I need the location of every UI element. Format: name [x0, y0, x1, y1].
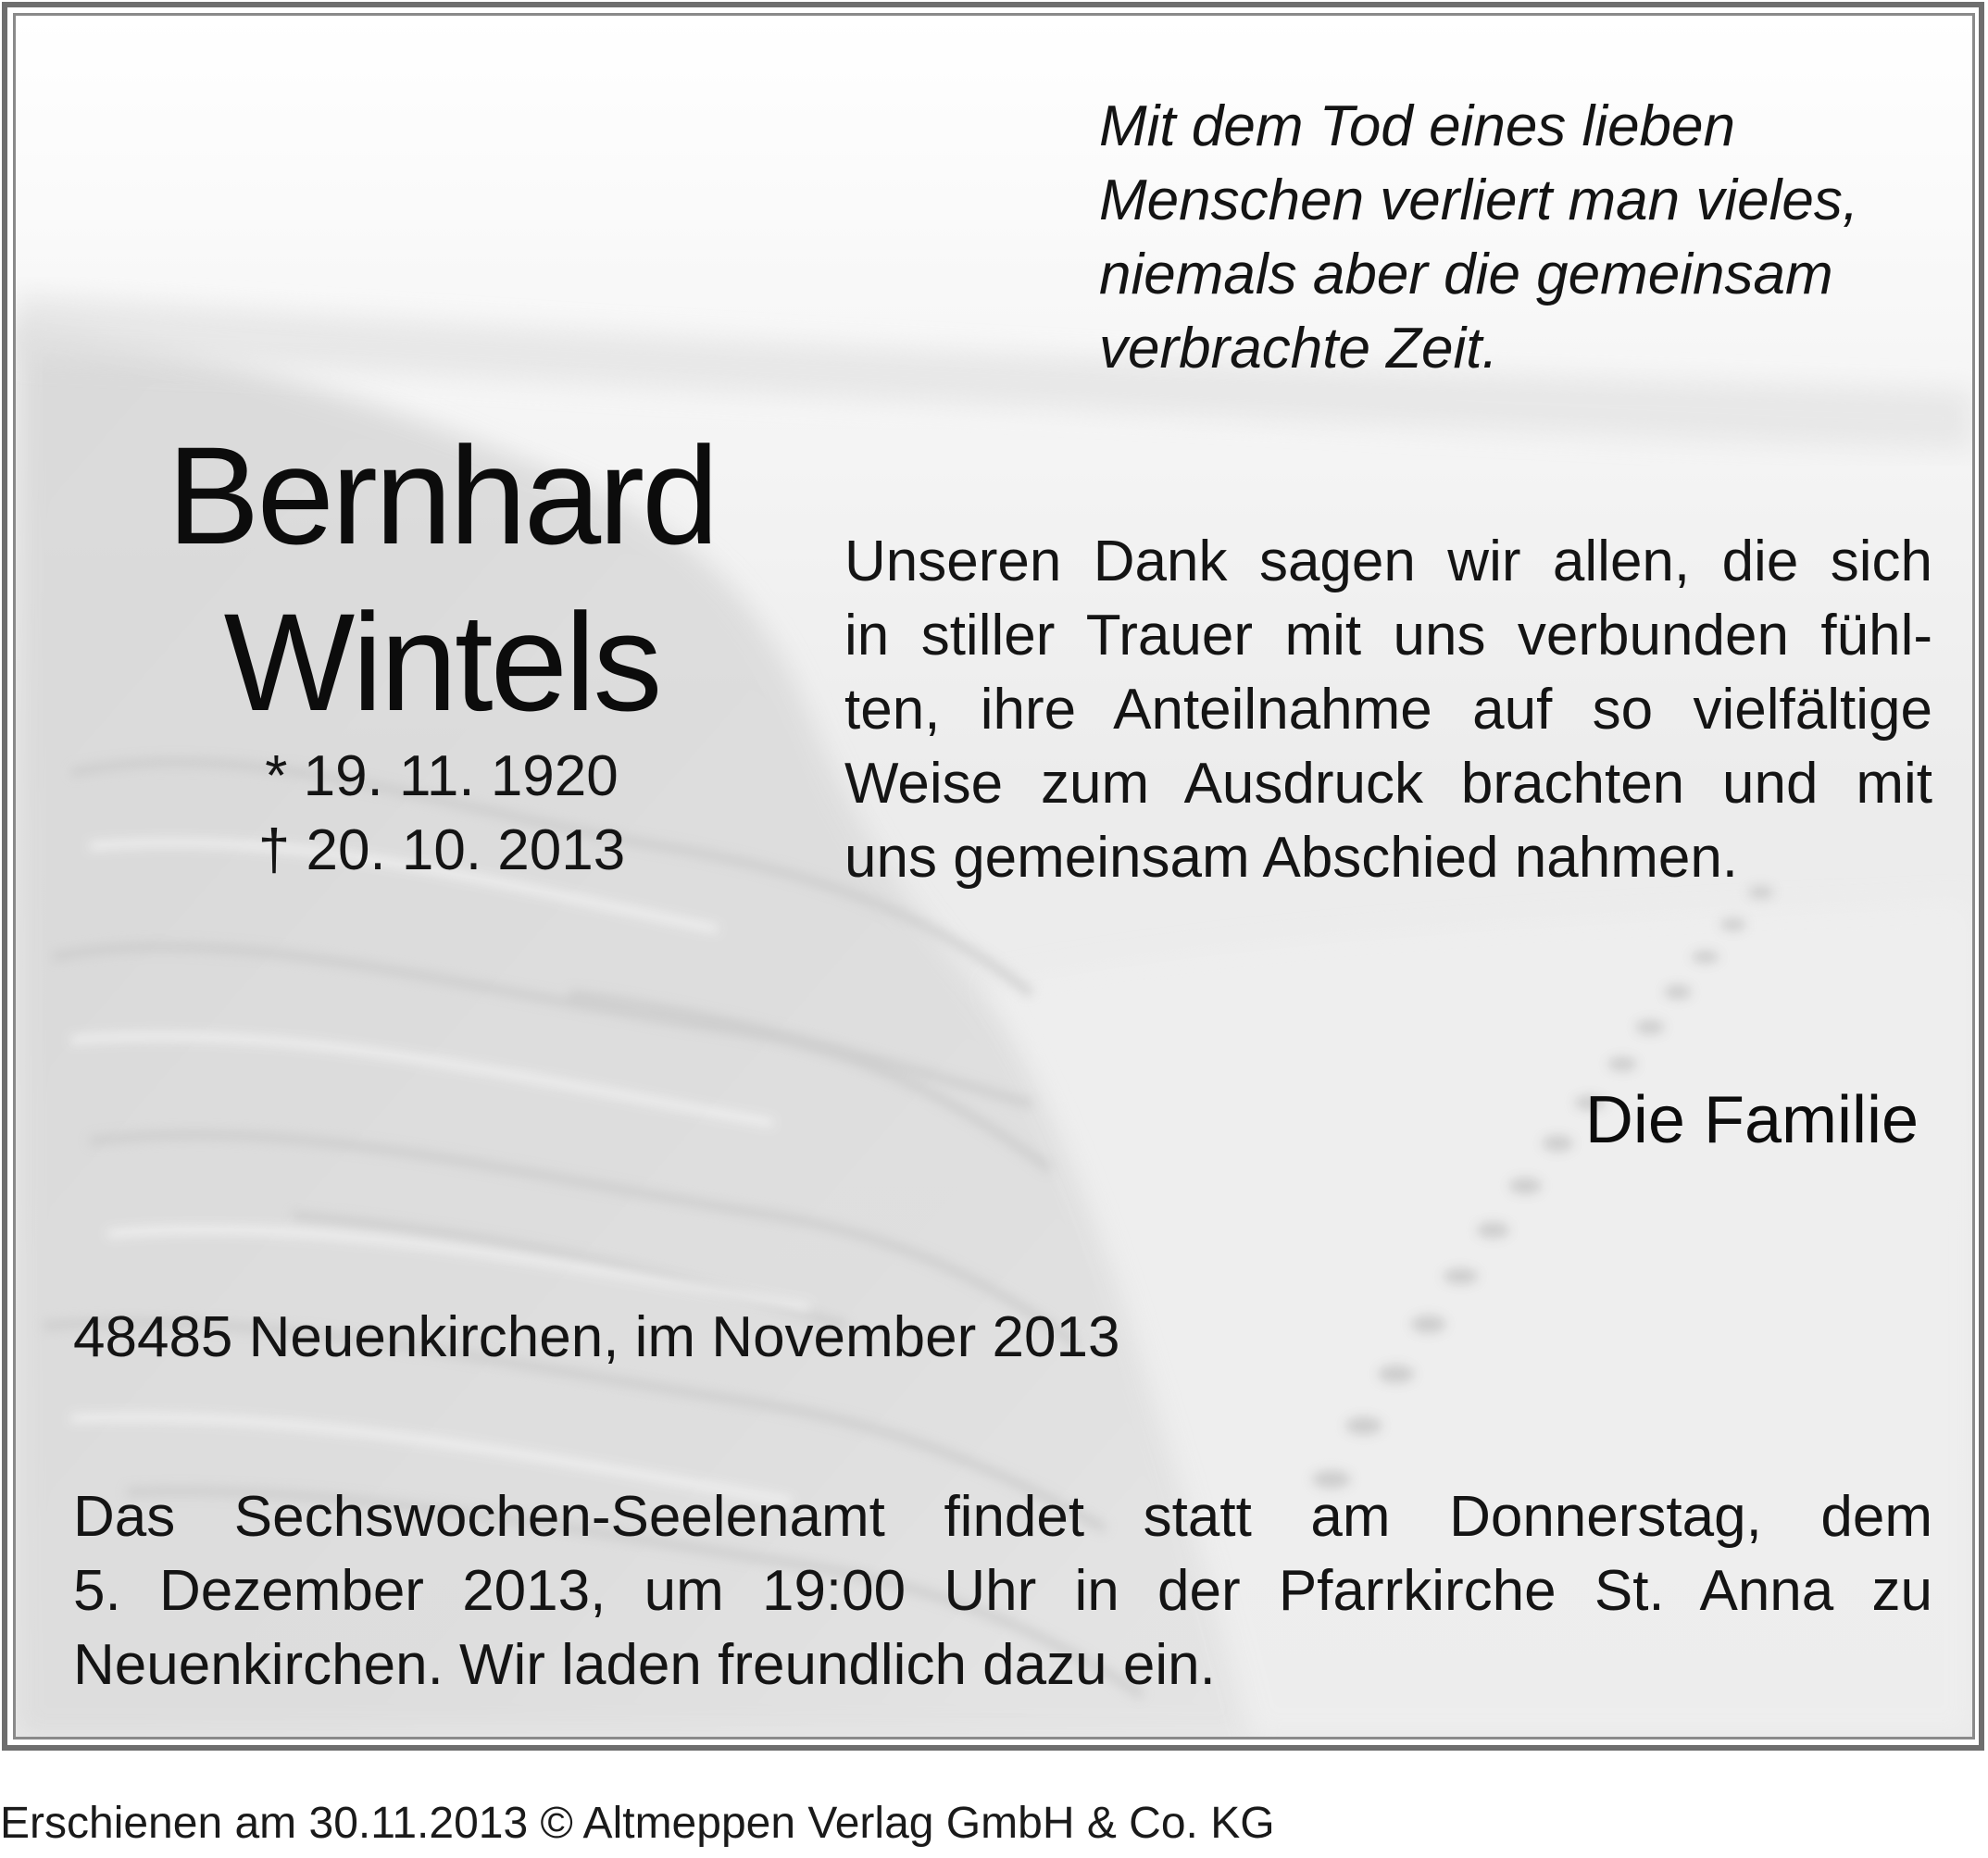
service-line: Neuenkirchen. Wir laden freundlich dazu ein.: [73, 1633, 1216, 1697]
service-line: 5. Dezember 2013, um 19:00 Uhr in der Pfarrkirche St. Anna zu: [73, 1559, 1932, 1623]
service-line: Das Sechswochen-Seelenamt findet statt am Donnerstag, dem: [73, 1485, 1932, 1549]
thanks-line: Weise zum Ausdruck brachten und mit: [844, 752, 1932, 816]
place-and-date: 48485 Neuenkirchen, im November 2013: [73, 1305, 1120, 1369]
thanks-line: in stiller Trauer mit uns verbunden fühl-: [844, 604, 1932, 667]
quote-line: verbrachte Zeit.: [1099, 317, 1498, 380]
thanks-line: ten, ihre Anteilnahme auf so vielfältige: [844, 678, 1932, 742]
family-signature: Die Familie: [1584, 1083, 1919, 1157]
deceased-name: [71, 412, 812, 745]
memorial-quote: [1099, 90, 1951, 386]
deceased-last-name: Wintels: [223, 584, 660, 740]
thanks-line: uns gemeinsam Abschied nahmen.: [844, 826, 1739, 890]
deceased-first-name: Bernhard: [167, 418, 717, 573]
memorial-service-notice: [73, 1480, 1932, 1702]
publication-footer: Erschienen am 30.11.2013 © Altmeppen Verlag GmbH & Co. KG: [0, 1799, 1275, 1848]
quote-line: Mit dem Tod eines lieben: [1099, 94, 1735, 158]
quote-line: niemals aber die gemeinsam: [1099, 243, 1833, 306]
obituary-card: [13, 13, 1975, 1740]
thanks-message: [844, 525, 1932, 895]
birth-date: * 19. 11. 1920: [265, 744, 619, 808]
life-dates: [71, 740, 812, 888]
thanks-line: Unseren Dank sagen wir allen, die sich: [844, 530, 1932, 593]
death-date: † 20. 10. 2013: [257, 818, 626, 882]
quote-line: Menschen verliert man vieles,: [1099, 168, 1859, 232]
